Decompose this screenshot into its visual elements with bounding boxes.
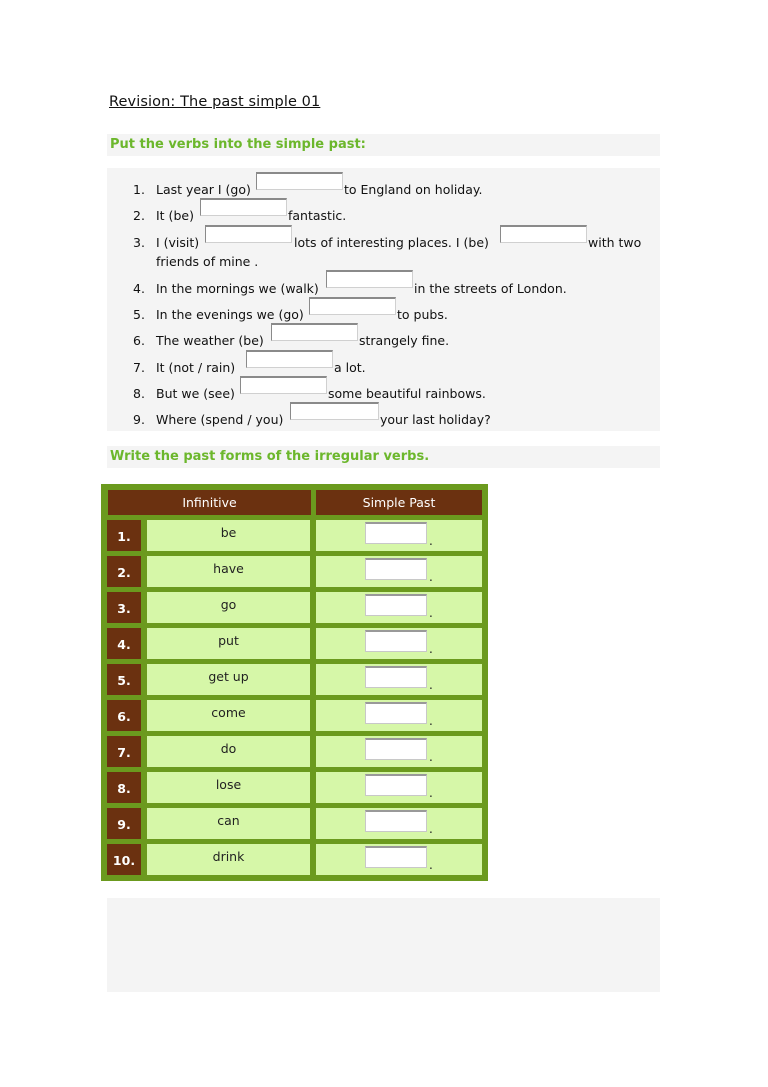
simple-past-answer-input[interactable] [365,594,427,616]
section2-heading: Write the past forms of the irregular verbs. [107,446,660,468]
infinitive-cell: get up [147,664,310,695]
row-period: . [429,678,433,692]
simple-past-answer-input[interactable] [365,666,427,688]
section1-heading: Put the verbs into the simple past: [107,134,660,156]
item-6-text: The weather (be) [156,333,264,348]
item-8-number: 8. [133,386,145,401]
item-1-number: 1. [133,182,145,197]
infinitive-cell: lose [147,772,310,803]
infinitive-cell: put [147,628,310,659]
item-5-text: In the evenings we (go) [156,307,304,322]
row-number: 9. [107,808,141,839]
item-9-text-end: your last holiday? [380,412,491,427]
item-7-text-end: a lot. [334,360,366,375]
item-1-answer-input[interactable] [256,172,343,190]
item-1-text-end: to England on holiday. [344,182,483,197]
infinitive-cell: go [147,592,310,623]
item-9-answer-input[interactable] [290,402,379,420]
item-3-answer-input-1[interactable] [205,225,292,243]
item-4-text-end: in the streets of London. [414,281,567,296]
item-3-text: I (visit) [156,235,200,250]
row-number: 8. [107,772,141,803]
item-7-number: 7. [133,360,145,375]
row-number: 7. [107,736,141,767]
row-number: 3. [107,592,141,623]
row-period: . [429,714,433,728]
infinitive-cell: can [147,808,310,839]
item-6-answer-input[interactable] [271,323,358,341]
item-7-text: It (not / rain) [156,360,236,375]
item-2-answer-input[interactable] [200,198,287,216]
row-period: . [429,750,433,764]
simple-past-answer-input[interactable] [365,810,427,832]
item-8-answer-input[interactable] [240,376,327,394]
item-1-text: Last year I (go) [156,182,251,197]
simple-past-answer-input[interactable] [365,846,427,868]
simple-past-answer-input[interactable] [365,774,427,796]
row-period: . [429,786,433,800]
row-number: 6. [107,700,141,731]
item-3-text-mid: lots of interesting places. I (be) [294,235,489,250]
empty-content-box [107,898,660,992]
item-2-text-end: fantastic. [288,208,347,223]
item-5-answer-input[interactable] [309,297,396,315]
infinitive-cell: be [147,520,310,551]
column-header-simple-past: Simple Past [316,490,482,515]
row-period: . [429,642,433,656]
item-3-number: 3. [133,235,145,250]
item-4-answer-input[interactable] [326,270,413,288]
infinitive-cell: drink [147,844,310,875]
infinitive-cell: come [147,700,310,731]
item-3-answer-input-2[interactable] [500,225,587,243]
row-number: 5. [107,664,141,695]
item-7-answer-input[interactable] [246,350,333,368]
row-period: . [429,534,433,548]
item-4-number: 4. [133,281,145,296]
row-period: . [429,858,433,872]
simple-past-answer-input[interactable] [365,522,427,544]
row-number: 2. [107,556,141,587]
item-5-text-end: to pubs. [397,307,448,322]
infinitive-cell: do [147,736,310,767]
item-3-continuation: friends of mine . [156,254,259,269]
item-3-text-end: with two [588,235,642,250]
row-period: . [429,606,433,620]
item-9-text: Where (spend / you) [156,412,284,427]
row-number: 10. [107,844,141,875]
item-8-text-end: some beautiful rainbows. [328,386,486,401]
column-header-infinitive: Infinitive [108,490,311,515]
simple-past-answer-input[interactable] [365,558,427,580]
item-4-text: In the mornings we (walk) [156,281,319,296]
simple-past-answer-input[interactable] [365,702,427,724]
item-5-number: 5. [133,307,145,322]
item-6-number: 6. [133,333,145,348]
simple-past-answer-input[interactable] [365,738,427,760]
item-2-number: 2. [133,208,145,223]
simple-past-answer-input[interactable] [365,630,427,652]
row-number: 1. [107,520,141,551]
infinitive-cell: have [147,556,310,587]
row-number: 4. [107,628,141,659]
page-title: Revision: The past simple 01 [109,94,321,110]
item-2-text: It (be) [156,208,194,223]
row-period: . [429,822,433,836]
item-8-text: But we (see) [156,386,235,401]
item-9-number: 9. [133,412,145,427]
row-period: . [429,570,433,584]
item-6-text-end: strangely fine. [359,333,450,348]
